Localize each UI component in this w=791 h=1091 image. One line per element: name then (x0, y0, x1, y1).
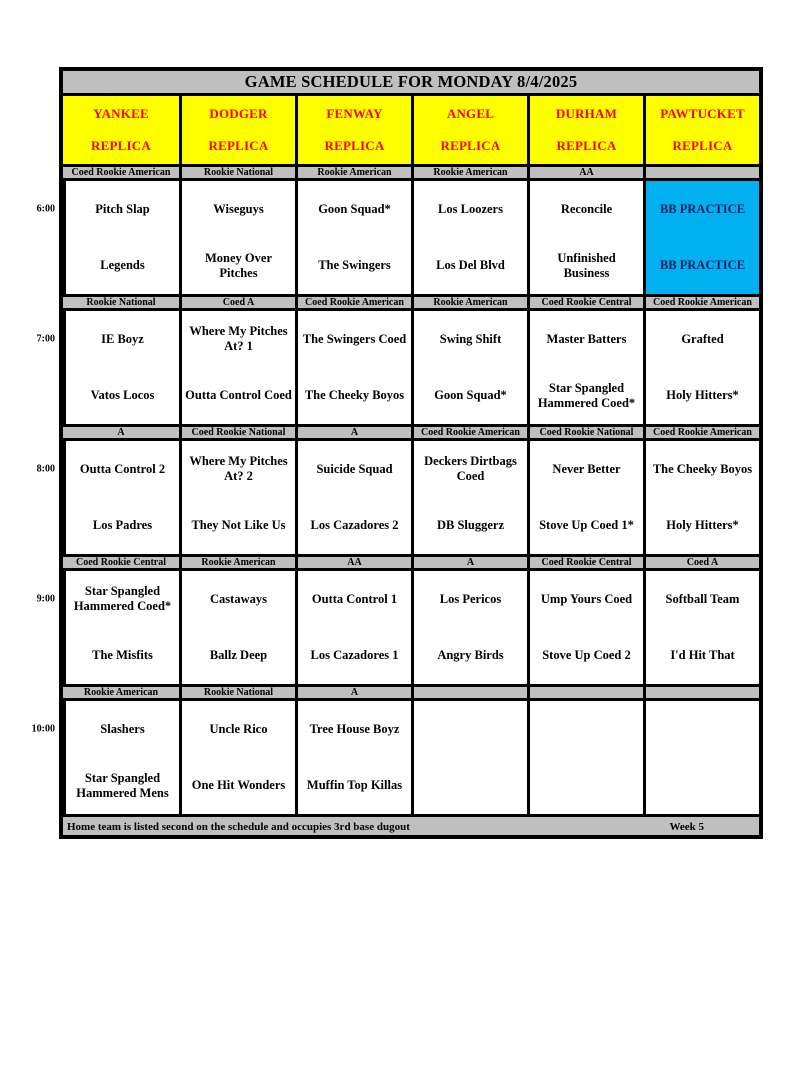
game-cell (295, 441, 411, 554)
game-cell (411, 181, 527, 294)
away-team: Outta Control 1 (311, 591, 398, 606)
field-header-dodger (179, 96, 295, 164)
division-label: Coed Rookie National (527, 427, 643, 438)
away-team: Ump Yours Coed (540, 591, 633, 606)
game-cell (295, 701, 411, 814)
time-label: 6:00 (36, 203, 55, 215)
division-label: AA (295, 557, 411, 568)
field-sub: REPLICA (324, 138, 385, 153)
home-team: They Not Like Us (191, 518, 286, 533)
away-team: Where My Pitches At? 1 (189, 324, 288, 354)
division-label (643, 167, 759, 178)
away-team: The Cheeky Boyos (652, 461, 753, 476)
away-team: Never Better (552, 461, 621, 476)
division-label: Rookie American (411, 167, 527, 178)
home-team: Money Over Pitches (205, 250, 272, 280)
division-label: Coed Rookie American (63, 167, 179, 178)
time-label: 7:00 (36, 333, 55, 345)
footer-bar (63, 814, 759, 835)
division-label: Coed Rookie American (411, 427, 527, 438)
practice-label: BB PRACTICE (659, 201, 746, 216)
week-label: Week 5 (669, 821, 704, 833)
division-label: Rookie American (411, 297, 527, 308)
away-team: Master Batters (546, 331, 627, 346)
game-cell (295, 571, 411, 684)
game-cell (295, 181, 411, 294)
division-row-900 (63, 554, 759, 568)
away-team: Tree House Boyz (309, 721, 400, 736)
game-cell (63, 571, 179, 684)
time-label: 10:00 (31, 723, 55, 735)
home-team: The Cheeky Boyos (304, 388, 405, 403)
field-sub: REPLICA (91, 138, 151, 153)
home-team: I'd Hit That (670, 648, 735, 663)
game-cell (411, 441, 527, 554)
division-label: Coed Rookie Central (527, 557, 643, 568)
game-cell (411, 311, 527, 424)
field-name: ANGEL (446, 106, 495, 121)
home-team-note: Home team is listed second on the schedule and occupies 3rd base dugout (67, 821, 410, 833)
games-row-600 (36, 178, 759, 294)
empty-game-cell (643, 701, 759, 814)
bb-practice-cell (643, 181, 759, 294)
away-team: Pitch Slap (95, 201, 150, 216)
home-team: Stove Up Coed 1* (539, 518, 634, 533)
home-team: The Swingers (318, 258, 391, 273)
home-team: Star Spangled Hammered Coed* (537, 380, 636, 410)
division-row-700 (63, 294, 759, 308)
field-header-angel (411, 96, 527, 164)
division-label: A (411, 557, 527, 568)
field-name: DURHAM (555, 106, 618, 121)
field-sub: REPLICA (556, 138, 617, 153)
schedule-title: GAME SCHEDULE FOR MONDAY 8/4/2025 (63, 71, 759, 93)
away-team: Grafted (681, 331, 724, 346)
home-team: Angry Birds (437, 648, 504, 663)
schedule-table (31, 67, 763, 839)
away-team: Los Loozers (438, 201, 503, 216)
field-header-fenway (295, 96, 411, 164)
field-name: PAWTUCKET (660, 106, 745, 121)
game-cell (527, 441, 643, 554)
division-label: Coed Rookie National (179, 427, 295, 438)
home-team: Los Cazadores 1 (310, 648, 399, 663)
away-team: Castaways (210, 591, 267, 606)
field-sub: REPLICA (440, 138, 501, 153)
away-team: IE Boyz (101, 331, 144, 346)
away-team: Outta Control 2 (79, 461, 166, 476)
field-header-yankee (63, 96, 179, 164)
game-cell (63, 701, 179, 814)
division-label: Rookie American (179, 557, 295, 568)
time-label: 8:00 (36, 463, 55, 475)
field-name: YANKEE (93, 106, 149, 121)
division-label: Coed Rookie American (643, 297, 759, 308)
field-name: DODGER (209, 106, 268, 121)
games-row-900 (36, 568, 759, 684)
home-team: One Hit Wonders (191, 778, 286, 793)
time-label: 9:00 (36, 593, 55, 605)
division-label (643, 687, 759, 698)
game-cell (643, 441, 759, 554)
games-row-1000 (31, 698, 759, 814)
away-team: Softball Team (665, 591, 740, 606)
division-label: AA (527, 167, 643, 178)
field-header-row (63, 93, 759, 164)
game-cell (179, 181, 295, 294)
division-label: Rookie American (295, 167, 411, 178)
games-row-800 (36, 438, 759, 554)
away-team: Deckers Dirtbags Coed (424, 454, 517, 484)
away-team: Swing Shift (439, 331, 502, 346)
practice-label: BB PRACTICE (659, 258, 746, 273)
home-team: Outta Control Coed (185, 388, 292, 403)
division-row-1000 (63, 684, 759, 698)
division-label (527, 687, 643, 698)
division-label: Coed Rookie American (643, 427, 759, 438)
game-cell (179, 701, 295, 814)
away-team: Los Pericos (439, 591, 502, 606)
home-team: DB Sluggerz (436, 518, 504, 533)
game-cell (179, 311, 295, 424)
game-cell (63, 181, 179, 294)
empty-game-cell (527, 701, 643, 814)
division-label: Coed A (643, 557, 759, 568)
field-header-durham (527, 96, 643, 164)
game-cell (527, 311, 643, 424)
game-cell (411, 571, 527, 684)
home-team: Ballz Deep (209, 648, 268, 663)
field-sub: REPLICA (208, 138, 269, 153)
field-header-pawtucket (643, 96, 759, 164)
field-sub: REPLICA (672, 138, 733, 153)
game-cell (179, 571, 295, 684)
away-team: Star Spangled Hammered Coed* (73, 584, 172, 614)
division-label: Coed A (179, 297, 295, 308)
away-team: Uncle Rico (209, 721, 268, 736)
game-cell (179, 441, 295, 554)
home-team: The Misfits (92, 648, 153, 663)
empty-game-cell (411, 701, 527, 814)
away-team: Wiseguys (213, 201, 264, 216)
away-team: The Swingers Coed (302, 331, 407, 346)
away-team: Suicide Squad (316, 461, 393, 476)
division-label: A (63, 427, 179, 438)
home-team: Los Del Blvd (436, 258, 505, 273)
home-team: Los Cazadores 2 (310, 518, 399, 533)
division-label: Rookie National (179, 687, 295, 698)
field-name: FENWAY (326, 106, 383, 121)
game-cell (63, 441, 179, 554)
away-team: Reconcile (560, 201, 613, 216)
game-cell (527, 571, 643, 684)
home-team: Star Spangled Hammered Mens (76, 770, 169, 800)
division-label: Coed Rookie American (295, 297, 411, 308)
home-team: Holy Hitters* (666, 518, 739, 533)
away-team: Where My Pitches At? 2 (189, 454, 288, 484)
division-label (411, 687, 527, 698)
division-label: Coed Rookie Central (527, 297, 643, 308)
home-team: Los Padres (92, 518, 153, 533)
away-team: Slashers (100, 721, 145, 736)
game-cell (527, 181, 643, 294)
division-label: Rookie American (63, 687, 179, 698)
division-label: Coed Rookie Central (63, 557, 179, 568)
game-cell (643, 571, 759, 684)
home-team: Holy Hitters* (666, 388, 739, 403)
division-row-800 (63, 424, 759, 438)
home-team: Muffin Top Killas (306, 778, 403, 793)
home-team: Goon Squad* (434, 388, 507, 403)
division-label: Rookie National (63, 297, 179, 308)
home-team: Legends (100, 258, 145, 273)
game-cell (643, 311, 759, 424)
game-cell (63, 311, 179, 424)
home-team: Vatos Locos (90, 388, 155, 403)
home-team: Stove Up Coed 2 (542, 648, 631, 663)
away-team: Goon Squad* (318, 201, 391, 216)
games-row-700 (36, 308, 759, 424)
division-row-600 (63, 164, 759, 178)
game-cell (295, 311, 411, 424)
division-label: Rookie National (179, 167, 295, 178)
division-label: A (295, 427, 411, 438)
division-label: A (295, 687, 411, 698)
home-team: Unfinished Business (557, 250, 616, 280)
